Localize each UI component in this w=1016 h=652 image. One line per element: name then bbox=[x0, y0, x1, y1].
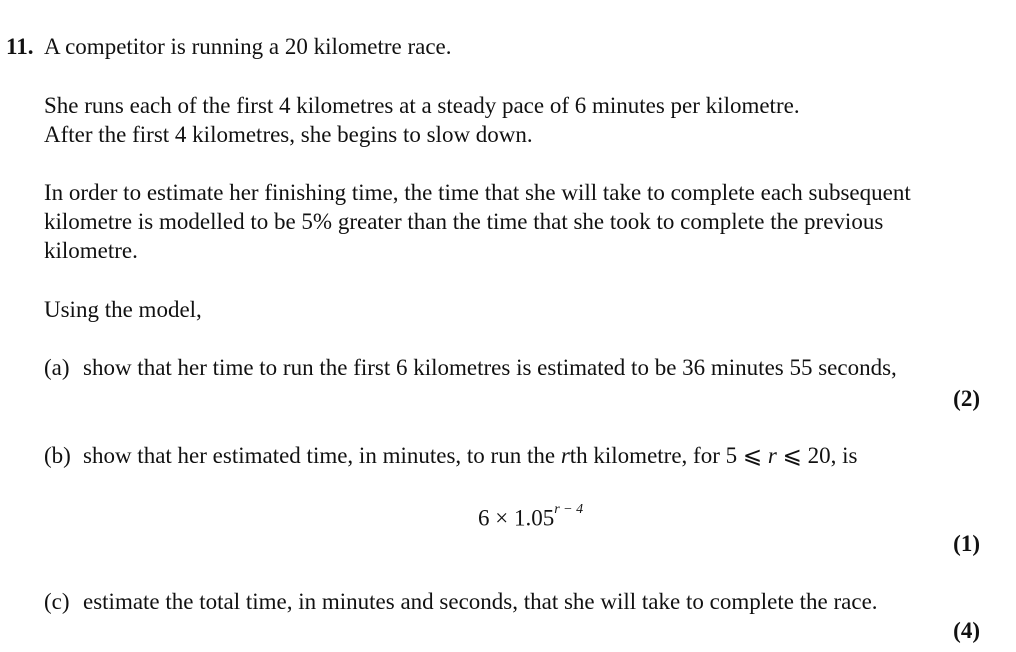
part-c-marks: (4) bbox=[953, 618, 980, 643]
paragraph-1-line-2: After the first 4 kilometres, she begins to slow down. bbox=[44, 122, 533, 147]
part-b-variable-r-2: r bbox=[767, 443, 777, 468]
part-b-text-before: show that her estimated time, in minutes, to run the bbox=[83, 443, 561, 468]
part-a-label: (a) bbox=[44, 355, 70, 380]
part-a-text: show that her time to run the first 6 kilometres is estimated to be 36 minutes 55 seconds, bbox=[83, 355, 897, 380]
paragraph-2-line-1: In order to estimate her finishing time, the time that she will take to complete each subsequent bbox=[44, 180, 911, 205]
part-b-variable-r: r bbox=[560, 443, 570, 468]
paragraph-2-line-3: kilometre. bbox=[44, 238, 138, 263]
using-model-text: Using the model, bbox=[44, 297, 202, 322]
part-b-text-mid: th kilometre, for 5 ⩽ bbox=[569, 443, 768, 468]
part-a-marks: (2) bbox=[953, 386, 980, 411]
part-b-marks: (1) bbox=[953, 531, 980, 556]
part-b-text bbox=[83, 442, 857, 470]
paragraph-2-line-2: kilometre is modelled to be 5% greater than the time that she took to complete the previous bbox=[44, 209, 884, 234]
part-b-label: (b) bbox=[44, 443, 71, 468]
part-b-formula bbox=[478, 500, 583, 533]
question-number: 11. bbox=[6, 34, 34, 59]
question-intro: A competitor is running a 20 kilometre race. bbox=[44, 34, 452, 59]
part-c-text: estimate the total time, in minutes and seconds, that she will take to complete the race. bbox=[83, 589, 878, 614]
formula-base: 6 × 1.05 bbox=[478, 505, 555, 531]
part-c-label: (c) bbox=[44, 589, 70, 614]
paragraph-1-line-1: She runs each of the first 4 kilometres at a steady pace of 6 minutes per kilometre. bbox=[44, 93, 800, 118]
part-b-text-after: ⩽ 20, is bbox=[776, 443, 858, 468]
formula-exponent: r − 4 bbox=[554, 502, 584, 517]
